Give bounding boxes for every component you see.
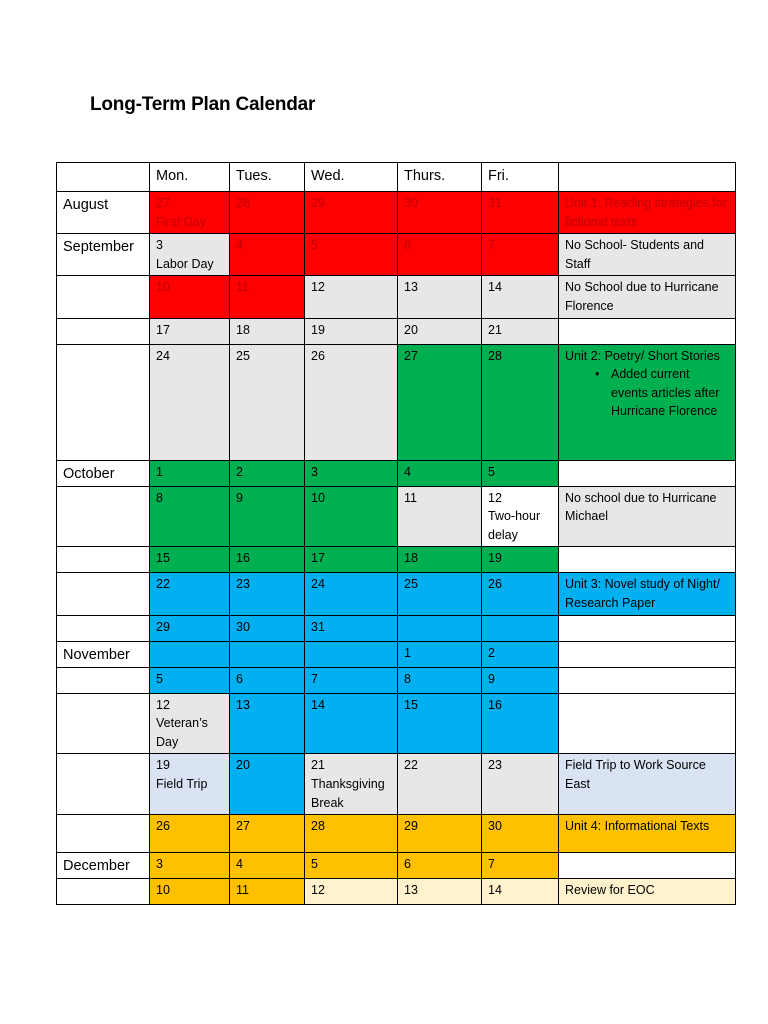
day-number: 5: [156, 671, 163, 686]
notes-cell: [559, 667, 736, 693]
day-number: 24: [311, 577, 325, 592]
week-row: [57, 344, 736, 460]
day-number: 28: [311, 819, 325, 834]
day-cell-mon: [150, 192, 230, 234]
day-number: 20: [236, 758, 250, 773]
week-row: [57, 879, 736, 905]
day-cell-tues: [230, 344, 305, 460]
day-cell-tues: [230, 276, 305, 318]
day-cell-thurs: [398, 815, 482, 853]
day-number: 27: [156, 196, 170, 210]
day-number: 3: [311, 464, 318, 479]
day-number: 31: [311, 619, 325, 634]
day-number: 3: [156, 238, 163, 253]
day-note: First Day: [156, 214, 206, 229]
day-number: 26: [156, 819, 170, 834]
day-cell-wed: [305, 641, 398, 667]
day-number: 11: [404, 490, 417, 505]
day-number: 24: [156, 348, 170, 363]
day-cell-wed: [305, 573, 398, 615]
notes-list-item: [595, 365, 729, 421]
day-number: 9: [488, 671, 495, 686]
week-row: [57, 573, 736, 615]
day-cell-fri: [482, 615, 559, 641]
day-number: 19: [488, 551, 502, 566]
week-row: [57, 234, 736, 276]
day-cell-mon: [150, 667, 230, 693]
day-cell-tues: [230, 318, 305, 344]
day-note: Thanksgiving Break: [311, 776, 385, 810]
notes-text: Unit 2: Poetry/ Short Stories: [565, 348, 720, 363]
day-cell-fri: [482, 486, 559, 547]
day-number: 20: [404, 322, 418, 337]
week-row: [57, 460, 736, 486]
day-number: 30: [236, 619, 250, 634]
day-cell-wed: [305, 754, 398, 815]
week-row: [57, 815, 736, 853]
notes-cell: [559, 547, 736, 573]
day-number: 30: [404, 196, 418, 210]
day-number: 29: [311, 196, 325, 210]
day-number: 21: [311, 758, 325, 773]
day-number: 29: [156, 619, 170, 634]
day-cell-tues: [230, 754, 305, 815]
day-number: 14: [488, 280, 502, 295]
week-row: [57, 754, 736, 815]
day-number: 18: [404, 551, 418, 566]
day-number: 9: [236, 490, 243, 505]
day-cell-wed: [305, 547, 398, 573]
day-number: 22: [156, 577, 170, 592]
notes-text: No School- Students and Staff: [565, 238, 704, 271]
day-number: 5: [488, 464, 495, 479]
notes-cell: [559, 318, 736, 344]
day-number: 10: [156, 280, 170, 295]
day-cell-thurs: [398, 615, 482, 641]
day-number: 27: [236, 819, 250, 834]
day-cell-mon: [150, 693, 230, 754]
notes-cell: [559, 460, 736, 486]
day-number: 23: [488, 758, 502, 773]
day-cell-mon: [150, 547, 230, 573]
header-thurs: Thurs.: [398, 163, 482, 192]
day-cell-wed: [305, 276, 398, 318]
month-label: [57, 879, 150, 905]
day-number: 27: [404, 348, 418, 363]
month-label: October: [57, 460, 150, 486]
week-row: [57, 318, 736, 344]
day-number: 23: [236, 577, 250, 592]
day-cell-wed: [305, 318, 398, 344]
day-cell-thurs: [398, 641, 482, 667]
day-cell-thurs: [398, 192, 482, 234]
week-row: [57, 641, 736, 667]
day-cell-mon: [150, 879, 230, 905]
day-number: 28: [488, 348, 502, 363]
day-number: 13: [236, 697, 250, 712]
notes-cell: [559, 754, 736, 815]
day-cell-fri: [482, 192, 559, 234]
day-cell-thurs: [398, 460, 482, 486]
notes-text: Unit 3: Novel study of Night/ Research Paper: [565, 577, 720, 610]
day-cell-fri: [482, 641, 559, 667]
month-label: [57, 344, 150, 460]
month-label: [57, 754, 150, 815]
day-cell-wed: [305, 192, 398, 234]
week-row: [57, 276, 736, 318]
day-cell-tues: [230, 547, 305, 573]
day-number: 14: [488, 883, 502, 898]
day-cell-wed: [305, 815, 398, 853]
day-cell-mon: [150, 276, 230, 318]
month-label: [57, 667, 150, 693]
day-number: 17: [311, 551, 325, 566]
day-cell-mon: [150, 615, 230, 641]
day-cell-tues: [230, 486, 305, 547]
day-cell-mon: [150, 486, 230, 547]
day-number: 12: [156, 697, 170, 712]
day-number: 15: [156, 551, 170, 566]
day-number: 25: [404, 577, 418, 592]
day-number: 19: [311, 322, 325, 337]
day-cell-wed: [305, 693, 398, 754]
day-number: 22: [404, 758, 418, 773]
day-number: 4: [236, 857, 243, 872]
day-cell-fri: [482, 344, 559, 460]
notes-text: No school due to Hurricane Michael: [565, 490, 717, 524]
week-row: [57, 615, 736, 641]
notes-cell: [559, 192, 736, 234]
day-number: 5: [311, 238, 318, 253]
header-mon: Mon.: [150, 163, 230, 192]
month-label: [57, 815, 150, 853]
day-number: 26: [488, 577, 502, 592]
day-number: 12: [311, 883, 325, 898]
day-cell-thurs: [398, 879, 482, 905]
notes-list: [565, 365, 729, 421]
day-cell-tues: [230, 234, 305, 276]
day-cell-mon: [150, 460, 230, 486]
day-cell-fri: [482, 234, 559, 276]
day-cell-fri: [482, 573, 559, 615]
day-number: 1: [404, 645, 411, 660]
day-cell-mon: [150, 234, 230, 276]
day-cell-thurs: [398, 547, 482, 573]
notes-text: Unit 4: Informational Texts: [565, 819, 710, 834]
day-number: 11: [236, 280, 249, 295]
day-cell-thurs: [398, 693, 482, 754]
day-number: 30: [488, 819, 502, 834]
month-label: [57, 318, 150, 344]
day-cell-thurs: [398, 318, 482, 344]
day-number: 16: [236, 551, 250, 566]
week-row: [57, 547, 736, 573]
notes-text: Field Trip to Work Source East: [565, 758, 706, 791]
notes-cell: [559, 641, 736, 667]
day-cell-fri: [482, 547, 559, 573]
bullet-icon: •: [595, 367, 600, 382]
day-cell-tues: [230, 460, 305, 486]
day-cell-tues: [230, 641, 305, 667]
notes-cell: [559, 815, 736, 853]
day-number: 15: [404, 697, 418, 712]
notes-text: Review for EOC: [565, 883, 655, 898]
day-cell-wed: [305, 344, 398, 460]
day-cell-tues: [230, 192, 305, 234]
day-cell-tues: [230, 573, 305, 615]
day-number: 1: [156, 464, 163, 479]
day-number: 11: [236, 883, 249, 898]
day-number: 19: [156, 758, 170, 773]
day-cell-mon: [150, 318, 230, 344]
day-number: 3: [156, 857, 163, 872]
day-cell-mon: [150, 641, 230, 667]
day-number: 6: [404, 238, 411, 253]
day-cell-tues: [230, 879, 305, 905]
day-cell-tues: [230, 815, 305, 853]
day-cell-mon: [150, 754, 230, 815]
header-wed: Wed.: [305, 163, 398, 192]
month-label: [57, 486, 150, 547]
day-cell-fri: [482, 879, 559, 905]
day-cell-wed: [305, 460, 398, 486]
month-label: [57, 276, 150, 318]
day-number: 7: [488, 857, 495, 872]
day-cell-wed: [305, 667, 398, 693]
day-number: 2: [236, 464, 243, 479]
notes-text: No School due to Hurricane Florence: [565, 280, 719, 313]
day-number: 13: [404, 280, 418, 295]
day-note: Labor Day: [156, 256, 214, 271]
day-cell-thurs: [398, 276, 482, 318]
day-number: 8: [404, 671, 411, 686]
month-label: November: [57, 641, 150, 667]
month-label: September: [57, 234, 150, 276]
day-number: 7: [488, 238, 495, 253]
day-number: 6: [404, 857, 411, 872]
day-note: Field Trip: [156, 776, 208, 791]
day-number: 10: [311, 490, 325, 505]
month-label: [57, 547, 150, 573]
week-row: [57, 486, 736, 547]
day-number: 14: [311, 697, 325, 712]
day-number: 21: [488, 322, 502, 337]
day-number: 4: [236, 238, 243, 253]
day-note: Veteran’s Day: [156, 716, 208, 749]
day-cell-fri: [482, 318, 559, 344]
day-cell-mon: [150, 815, 230, 853]
notes-cell: [559, 615, 736, 641]
day-cell-fri: [482, 754, 559, 815]
day-number: 6: [236, 671, 243, 686]
day-number: 26: [311, 348, 325, 363]
day-cell-mon: [150, 853, 230, 879]
header-tues: Tues.: [230, 163, 305, 192]
day-cell-fri: [482, 693, 559, 754]
day-number: 4: [404, 464, 411, 479]
day-cell-fri: [482, 853, 559, 879]
day-cell-wed: [305, 879, 398, 905]
day-cell-thurs: [398, 853, 482, 879]
month-label: [57, 693, 150, 754]
notes-cell: [559, 853, 736, 879]
day-number: 2: [488, 645, 495, 660]
day-number: 12: [488, 490, 502, 505]
day-cell-fri: [482, 276, 559, 318]
day-cell-thurs: [398, 234, 482, 276]
day-number: 16: [488, 697, 502, 712]
week-row: [57, 693, 736, 754]
day-cell-fri: [482, 460, 559, 486]
month-label: [57, 573, 150, 615]
page-title: Long-Term Plan Calendar: [90, 94, 316, 115]
header-row: [57, 163, 736, 192]
notes-cell: [559, 234, 736, 276]
day-cell-wed: [305, 853, 398, 879]
day-cell-wed: [305, 615, 398, 641]
day-number: 25: [236, 348, 250, 363]
calendar-table: [56, 162, 736, 905]
notes-cell: [559, 879, 736, 905]
notes-cell: [559, 693, 736, 754]
month-label: [57, 615, 150, 641]
day-cell-thurs: [398, 486, 482, 547]
day-number: 29: [404, 819, 418, 834]
day-number: 10: [156, 883, 170, 898]
week-row: [57, 667, 736, 693]
day-cell-thurs: [398, 573, 482, 615]
day-number: 31: [488, 196, 502, 210]
notes-cell: [559, 276, 736, 318]
notes-bullet-text: Added current events articles after Hurricane Florence: [611, 367, 720, 419]
notes-cell: [559, 344, 736, 460]
notes-cell: [559, 486, 736, 547]
notes-cell: [559, 573, 736, 615]
day-note: Two-hour delay: [488, 509, 541, 542]
header-month: [57, 163, 150, 192]
day-number: 8: [156, 490, 163, 505]
header-fri: Fri.: [482, 163, 559, 192]
day-cell-tues: [230, 615, 305, 641]
month-label: August: [57, 192, 150, 234]
month-label: December: [57, 853, 150, 879]
day-cell-wed: [305, 234, 398, 276]
week-row: [57, 192, 736, 234]
day-number: 5: [311, 857, 318, 872]
notes-text: Unit 1: Reading strategies for fictional texts: [565, 196, 727, 229]
day-cell-mon: [150, 344, 230, 460]
day-cell-fri: [482, 667, 559, 693]
day-number: 18: [236, 322, 250, 337]
header-notes: [559, 163, 736, 192]
day-cell-tues: [230, 667, 305, 693]
day-number: 7: [311, 671, 318, 686]
day-cell-fri: [482, 815, 559, 853]
week-row: [57, 853, 736, 879]
day-number: 12: [311, 280, 325, 295]
day-cell-thurs: [398, 667, 482, 693]
day-cell-tues: [230, 853, 305, 879]
day-number: 13: [404, 883, 418, 898]
day-number: 28: [236, 196, 250, 210]
day-cell-thurs: [398, 754, 482, 815]
day-number: 17: [156, 322, 170, 337]
day-cell-tues: [230, 693, 305, 754]
day-cell-mon: [150, 573, 230, 615]
day-cell-thurs: [398, 344, 482, 460]
day-cell-wed: [305, 486, 398, 547]
